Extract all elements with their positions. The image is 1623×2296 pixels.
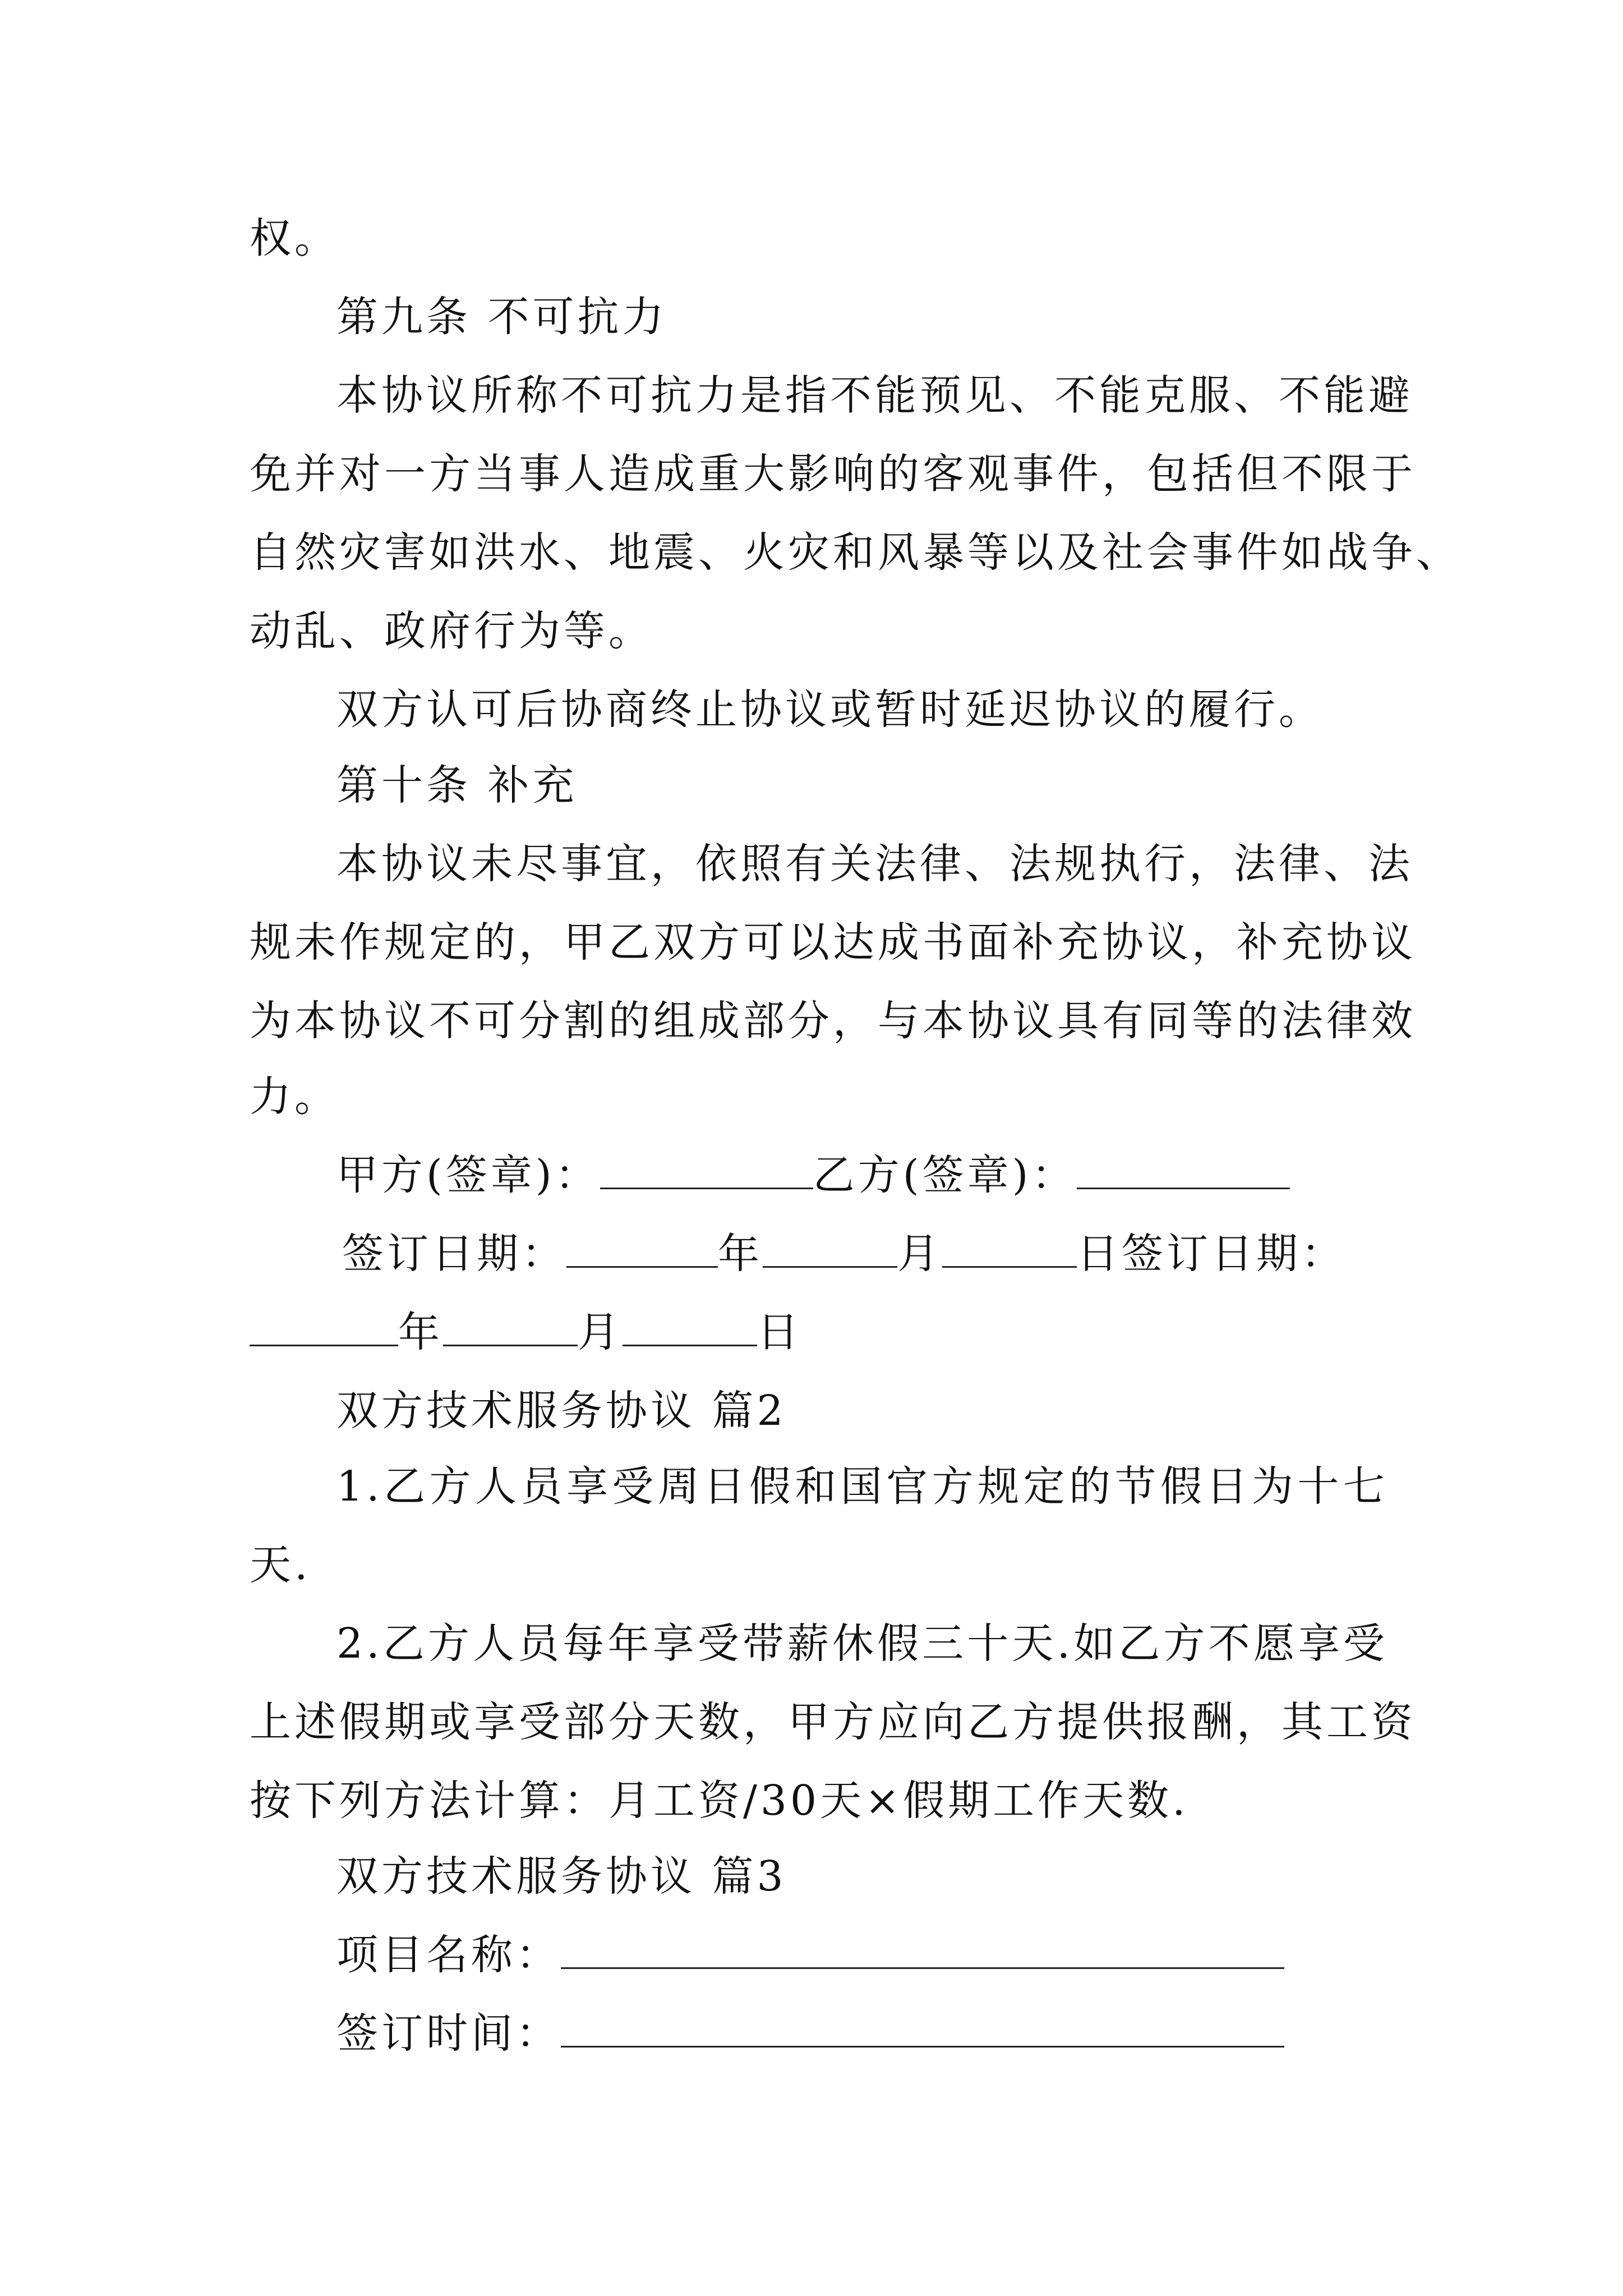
month-blank[interactable] <box>443 1305 578 1346</box>
signing-date-line-2 <box>250 1304 802 1360</box>
signing-date-line <box>342 1226 1346 1282</box>
project-name-line <box>336 1927 1284 1983</box>
section-2-title: 双方技术服务协议 篇2 <box>336 1387 787 1435</box>
year-blank[interactable] <box>250 1305 398 1346</box>
day-blank[interactable] <box>623 1305 757 1346</box>
project-name-label: 项目名称： <box>336 1931 561 1979</box>
year-label: 年 <box>398 1308 443 1356</box>
paragraph-line: 2.乙方人员每年享受带薪休假三十天.如乙方不愿享受 <box>336 1619 1388 1668</box>
paragraph-line: 上述假期或享受部分天数，甲方应向乙方提供报酬，其工资 <box>250 1698 1416 1746</box>
year-blank[interactable] <box>566 1227 718 1268</box>
paragraph-line: 天. <box>250 1541 311 1589</box>
sign-time-label: 签订时间： <box>336 2009 561 2058</box>
day-blank[interactable] <box>942 1227 1077 1268</box>
month-blank[interactable] <box>763 1227 897 1268</box>
paragraph-line: 为本协议不可分割的组成部分，与本协议具有同等的法律效 <box>250 997 1416 1045</box>
paragraph-line: 免并对一方当事人造成重大影响的客观事件，包括但不限于 <box>250 450 1416 498</box>
day-label: 日 <box>757 1308 802 1356</box>
paragraph-line: 规未作规定的，甲乙双方可以达成书面补充协议，补充协议 <box>250 918 1416 967</box>
party-a-signature-blank[interactable] <box>600 1148 813 1189</box>
paragraph-line: 双方认可后协商终止协议或暂时延迟协议的履行。 <box>336 685 1324 734</box>
sign-time-blank[interactable] <box>561 2007 1284 2047</box>
month-label: 月 <box>578 1308 623 1356</box>
party-b-label: 乙方(签章)： <box>813 1151 1077 1199</box>
month-label: 月 <box>897 1230 942 1278</box>
paragraph-line: 按下列方法计算：月工资/30天×假期工作天数. <box>250 1777 1189 1825</box>
paragraph-line: 自然灾害如洪水、地震、火灾和风暴等以及社会事件如战争、 <box>250 528 1461 577</box>
paragraph-line: 本协议所称不可抗力是指不能预见、不能克服、不能避 <box>336 371 1413 420</box>
article-9-heading: 第九条 不可抗力 <box>336 293 667 341</box>
article-10-heading: 第十条 补充 <box>336 761 578 809</box>
party-a-label: 甲方(签章)： <box>336 1151 600 1199</box>
paragraph-line: 本协议未尽事宜，依照有关法律、法规执行，法律、法 <box>336 840 1413 888</box>
year-label: 年 <box>718 1230 763 1278</box>
party-b-signature-blank[interactable] <box>1077 1148 1290 1189</box>
paragraph-line: 力。 <box>250 1073 339 1121</box>
project-name-blank[interactable] <box>561 1928 1284 1969</box>
day-date-label: 日签订日期： <box>1077 1230 1346 1278</box>
sign-time-line <box>336 2005 1284 2062</box>
signature-parties-line <box>336 1147 1290 1203</box>
paragraph-line: 动乱、政府行为等。 <box>250 607 653 655</box>
paragraph-line: 1.乙方人员享受周日假和国官方规定的节假日为十七 <box>336 1462 1388 1511</box>
date-label: 签订日期： <box>342 1230 566 1278</box>
paragraph-line: 权。 <box>250 214 339 263</box>
section-3-title: 双方技术服务协议 篇3 <box>336 1852 787 1901</box>
